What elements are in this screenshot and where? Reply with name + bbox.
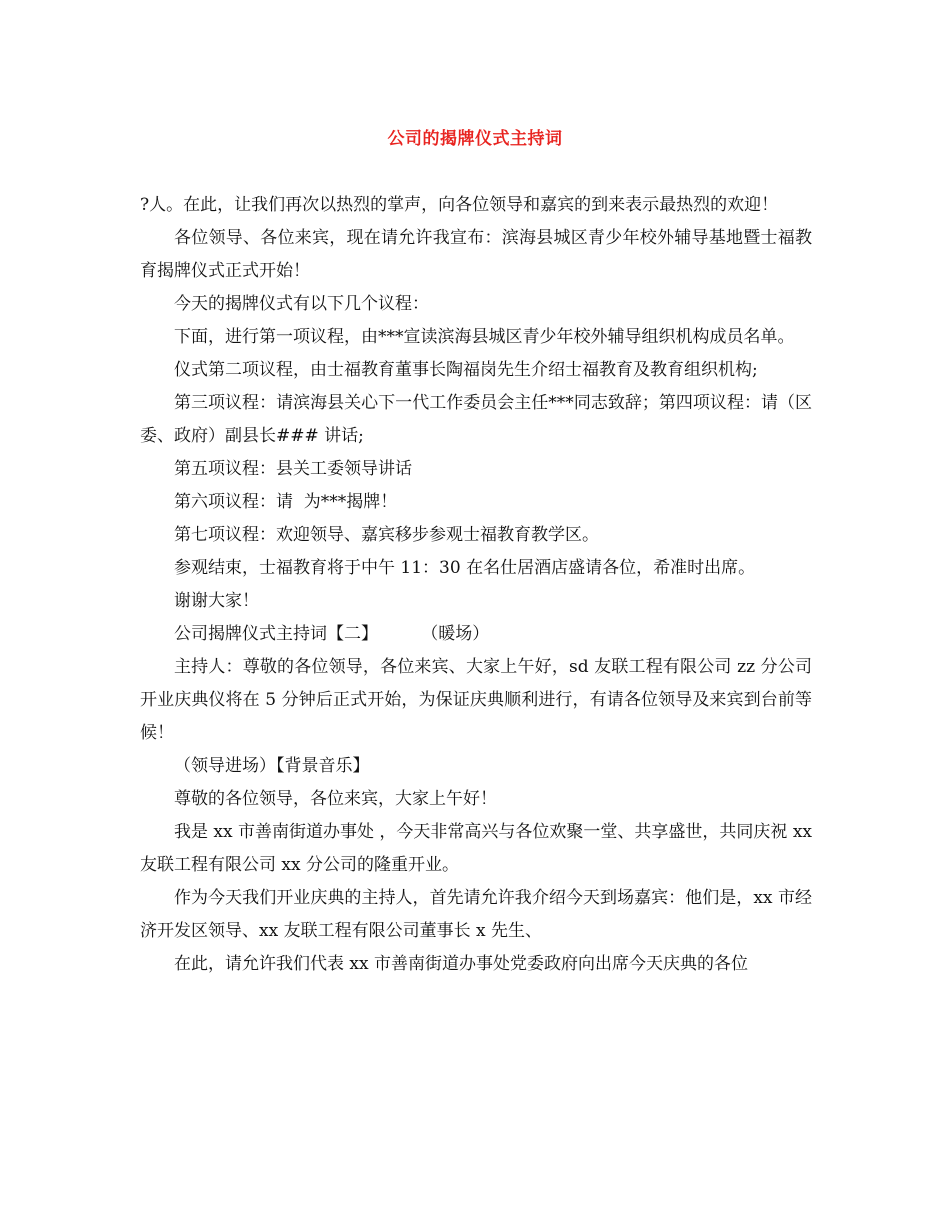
paragraph-18: 在此，请允许我们代表 xx 市善南街道办事处党委政府向出席今天庆典的各位 [174,954,748,974]
paragraph-3: 今天的揭牌仪式有以下几个议程： [174,294,429,314]
section-heading-2: 公司揭牌仪式主持词【二】 （暖场） [174,624,490,644]
paragraph-2: 各位领导、各位来宾，现在请允许我宣布：滨海县城区青少年校外辅导基地暨士福教育揭牌仪式正式开始！ [140,228,812,281]
document-body [140,189,818,981]
paragraph-7: 第五项议程：县关工委领导讲话 [174,459,412,479]
paragraph-13: 主持人：尊敬的各位领导，各位来宾、大家上午好，sd 友联工程有限公司 zz 分公司开业庆典仪将在 5 分钟后正式开始，为保证庆典顺利进行，有请各位领导及来宾到台前等候！ [140,657,812,743]
paragraph-14: （领导进场）【背景音乐】 [174,756,370,776]
paragraph-1: ?人。在此，让我们再次以热烈的掌声，向各位领导和嘉宾的到来表示最热烈的欢迎！ [140,195,779,215]
paragraph-10: 参观结束，士福教育将于中午 11：30 在名仕居酒店盛请各位，希准时出席。 [174,558,756,578]
paragraph-17: 作为今天我们开业庆典的主持人，首先请允许我介绍今天到场嘉宾：他们是，xx 市经济开发区领导、xx 友联工程有限公司董事长 x 先生、 [140,888,812,941]
paragraph-8: 第六项议程：请 为***揭牌！ [174,492,398,512]
paragraph-6: 第三项议程：请滨海县关心下一代工作委员会主任***同志致辞；第四项议程：请（区委、政府）副县长### 讲话; [140,393,812,446]
document-title: 公司的揭牌仪式主持词 [387,129,563,149]
paragraph-5: 仪式第二项议程，由士福教育董事长陶福岗先生介绍士福教育及教育组织机构; [174,360,758,380]
paragraph-16: 我是 xx 市善南街道办事处 ，今天非常高兴与各位欢聚一堂、共享盛世，共同庆祝 xx 友联工程有限公司 xx 分公司的隆重开业。 [140,822,818,875]
paragraph-9: 第七项议程：欢迎领导、嘉宾移步参观士福教育教学区。 [174,525,599,545]
paragraph-15: 尊敬的各位领导，各位来宾，大家上午好！ [174,789,497,809]
paragraph-4: 下面，进行第一项议程，由***宣读滨海县城区青少年校外辅导组织机构成员名单。 [174,327,795,347]
paragraph-11: 谢谢大家！ [174,591,259,611]
